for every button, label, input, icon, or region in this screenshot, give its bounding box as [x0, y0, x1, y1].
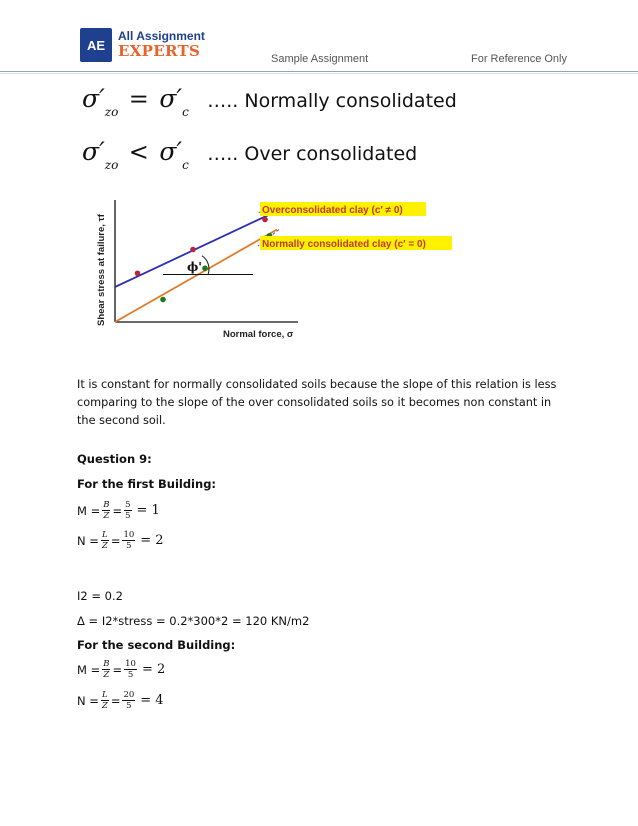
normally-consolidated-point: [160, 297, 166, 303]
fraction-numeric: [124, 659, 137, 680]
m-result: = 1: [136, 503, 160, 518]
eq1-label: ….. Normally consolidated: [207, 90, 457, 112]
fraction-denominator: Z: [103, 511, 110, 521]
fraction-numerator: 10: [123, 530, 135, 540]
fraction-numeric: [122, 690, 135, 711]
header-divider: [0, 71, 638, 72]
eq1-rhs: σ′: [159, 84, 183, 113]
equation-normally-consolidated: [82, 84, 457, 119]
equals-sign: =: [112, 503, 123, 518]
eq1-rhs-sub: c: [182, 105, 189, 119]
fraction-denominator: Z: [101, 701, 108, 711]
fraction-numerator: B: [103, 659, 110, 669]
n-lhs: N =: [77, 693, 99, 708]
overconsolidated-point: [262, 217, 268, 223]
fraction-denominator: 5: [127, 670, 134, 680]
fraction-numeric: [122, 530, 135, 551]
fraction-b-over-z: [102, 500, 110, 521]
i2-value: I2 = 0.2: [77, 589, 123, 603]
eq2-operator: <: [128, 138, 149, 166]
eq2-rhs: σ′: [159, 137, 183, 166]
overconsolidated-legend-label: Overconsolidated clay (c′ ≠ 0): [262, 205, 403, 216]
fraction-denominator: Z: [101, 541, 108, 551]
second-building-heading: For the second Building:: [77, 638, 236, 652]
header-center-text: Sample Assignment: [271, 53, 369, 65]
eq2-lhs: σ′: [82, 137, 105, 166]
m-lhs: M =: [77, 503, 101, 518]
brand-logo: [80, 28, 205, 64]
fraction-numerator: 5: [125, 500, 131, 510]
m-lhs: M =: [77, 662, 101, 677]
page-header: [0, 0, 638, 74]
n-result: = 4: [140, 693, 164, 708]
equals-sign: =: [112, 662, 123, 677]
fraction-numerator: 10: [125, 659, 136, 669]
shear-strength-chart: [88, 192, 468, 352]
eq2-rhs-sub: c: [182, 158, 189, 172]
n-lhs: N =: [77, 533, 99, 548]
first-building-heading: For the first Building:: [77, 477, 217, 491]
first-building-n-equation: [77, 530, 164, 551]
fraction-denominator: 5: [126, 701, 132, 711]
fraction-numerator: L: [102, 530, 108, 540]
logo-line-1: All Assignment: [118, 29, 205, 43]
equals-sign: =: [110, 533, 121, 548]
normally-consolidated-point: [202, 265, 208, 271]
first-building-m-equation: [77, 500, 160, 521]
normally-consolidated-legend-label: Normally consolidated clay (c′ = 0): [262, 239, 426, 250]
n-result: = 2: [140, 533, 164, 548]
fraction-l-over-z: [101, 530, 109, 551]
eq2-label: ….. Over consolidated: [207, 143, 418, 165]
fraction-numerator: B: [103, 500, 110, 510]
fraction-b-over-z: [102, 659, 110, 680]
eq1-lhs-sub: zo: [104, 105, 119, 119]
logo-mark: AE: [80, 28, 112, 62]
fraction-numerator: L: [102, 690, 108, 700]
eq2-lhs-sub: zo: [104, 158, 119, 172]
header-right-text: For Reference Only: [471, 53, 567, 65]
explanation-paragraph: It is constant for normally consolidated soils because the slope of this relation is less comparing to the slope of the over consolidated soils so it becomes non constant in the second soil.: [77, 378, 557, 427]
fraction-l-over-z: [101, 690, 109, 711]
equals-sign: =: [110, 693, 121, 708]
angle-label: ϕ': [187, 259, 202, 274]
logo-line-2: EXPERTS: [118, 42, 201, 60]
m-result: = 2: [141, 662, 166, 677]
fraction-denominator: Z: [103, 670, 110, 680]
question-title: Question 9:: [77, 452, 152, 466]
second-building-m-equation: [77, 659, 165, 680]
x-axis-label: Normal force, σ: [223, 329, 294, 340]
y-axis-label: Shear stress at failure, τf: [96, 214, 107, 326]
eq1-lhs: σ′: [82, 84, 105, 113]
overconsolidated-point: [135, 270, 141, 276]
equation-over-consolidated: [82, 137, 417, 172]
header-divider-shadow: [0, 73, 638, 74]
fraction-numerator: 20: [123, 690, 135, 700]
overconsolidated-point: [190, 247, 196, 253]
fraction-numeric: [124, 500, 131, 521]
settlement-calculation: Δ = I2*stress = 0.2*300*2 = 120 KN/m2: [77, 614, 310, 628]
eq1-operator: =: [128, 85, 149, 113]
fraction-denominator: 5: [125, 511, 131, 521]
fraction-denominator: 5: [126, 541, 132, 551]
second-building-n-equation: [77, 690, 164, 711]
